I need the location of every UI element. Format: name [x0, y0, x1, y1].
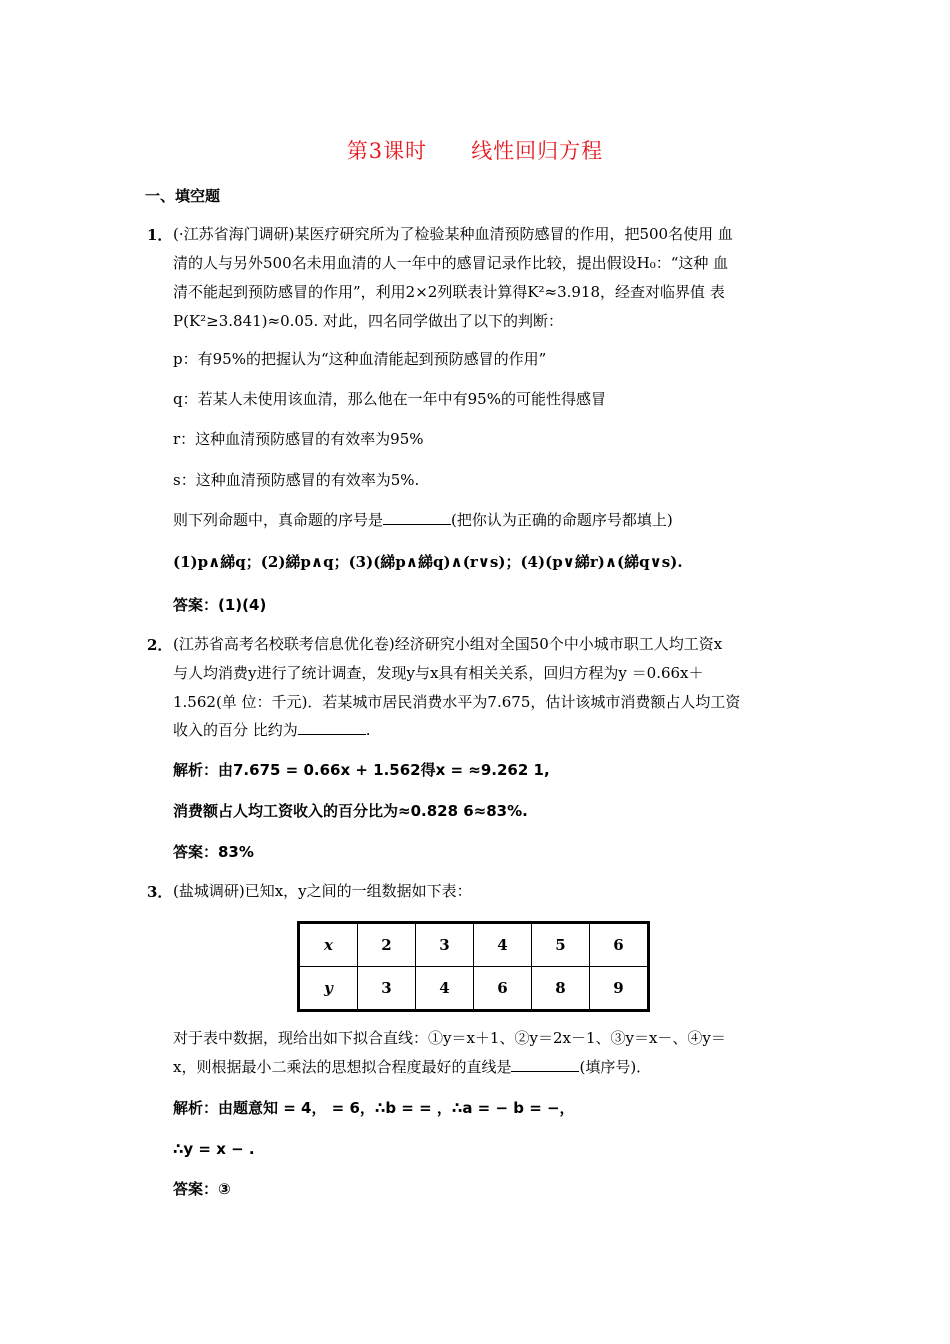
- q2-line-1: (江苏省高考名校联考信息优化卷)经济研究小组对全国50个中小城市职工人均工资x: [173, 635, 723, 653]
- q2-solution-1: 解析：由7.675 = 0.66x + 1.562得x = ≈9.262 1,: [173, 761, 550, 779]
- table-cell: 8: [532, 967, 590, 1011]
- q1-statement-s: s：这种血清预防感冒的有效率为5%.: [173, 471, 420, 489]
- q1-line-1: (·江苏省海门调研)某医疗研究所为了检验某种血清预防感冒的作用，把500名使用 血: [173, 225, 733, 243]
- q3-line-3-end: (填序号)．: [579, 1058, 652, 1076]
- q3-line-1: (盐城调研)已知x，y之间的一组数据如下表：: [173, 882, 472, 900]
- q1-question: [173, 510, 673, 530]
- q2-solution-2: 消费额占人均工资收入的百分比为≈0.828 6≈83%.: [173, 802, 528, 820]
- q1-question-hint: (把你认为正确的命题序号都填上): [451, 511, 673, 529]
- q1-question-text: 则下列命题中，真命题的序号是: [173, 511, 384, 529]
- q1-answer-blank: [383, 510, 451, 525]
- table-row: [299, 967, 649, 1011]
- q1-line-4: P(K²≥3.841)≈0.05. 对此，四名同学做出了以下的判断：: [173, 312, 564, 330]
- q3-solution-1: 解析：由题意知 = 4， = 6，∴b = = ，∴a = − b = −，: [173, 1099, 575, 1117]
- table-cell: 3: [358, 967, 416, 1011]
- q1-line-3: 清不能起到预防感冒的作用”，利用2×2列联表计算得K²≈3.918，经查对临界值 表: [173, 283, 725, 301]
- q2-line-4-text: 收入的百分 比约为: [173, 721, 298, 739]
- lesson-number: 第3课时: [346, 139, 428, 163]
- table-cell: 2: [358, 923, 416, 967]
- question-3-number: 3．: [147, 883, 173, 901]
- q1-statement-q: q：若某人未使用该血清，那么他在一年中有95%的可能性得感冒: [173, 390, 606, 408]
- q1-line-2: 清的人与另外500名未用血清的人一年中的感冒记录作比较，提出假设H₀：“这种 血: [173, 254, 729, 272]
- q2-answer-blank: [298, 720, 366, 735]
- q3-line-3-text: x，则根据最小二乘法的思想拟合程度最好的直线是: [173, 1058, 512, 1076]
- q2-line-2: 与人均消费y进行了统计调查，发现y与x具有相关关系，回归方程为y ＝0.66x＋: [173, 664, 704, 682]
- table-cell: 4: [416, 967, 474, 1011]
- table-cell: 6: [474, 967, 532, 1011]
- page-title: [0, 135, 950, 165]
- question-2-number: 2．: [147, 636, 173, 654]
- section-heading: 一、填空题: [145, 187, 221, 205]
- q1-statement-p: p：有95%的把握认为“这种血清能起到预防感冒的作用”: [173, 350, 547, 368]
- q2-line-4: [173, 720, 371, 740]
- q2-answer: 答案：83%: [173, 843, 254, 861]
- table-header-cell: y: [299, 967, 358, 1011]
- question-1-number: 1．: [147, 226, 173, 244]
- q2-line-3: 1.562(单 位：千元)．若某城市居民消费水平为7.675，估计该城市消费额占人均工资: [173, 693, 741, 711]
- data-table: [297, 921, 650, 1012]
- q1-statement-r: r：这种血清预防感冒的有效率为95%: [173, 430, 424, 448]
- table-cell: 5: [532, 923, 590, 967]
- table-cell: 9: [590, 967, 649, 1011]
- q3-line-2: 对于表中数据，现给出如下拟合直线：①y＝x＋1、②y＝2x－1、③y＝x－、④y＝: [173, 1029, 726, 1047]
- q1-options: (1)p∧綈q；(2)綈p∧q；(3)(綈p∧綈q)∧(r∨s)；(4)(p∨綈r)∧(綈q∨s).: [173, 553, 683, 571]
- q1-answer: 答案：(1)(4): [173, 596, 267, 614]
- q3-answer: 答案：③: [173, 1180, 231, 1198]
- table-cell: 6: [590, 923, 649, 967]
- table-cell: 3: [416, 923, 474, 967]
- table-row: [299, 923, 649, 967]
- table-header-cell: x: [299, 923, 358, 967]
- q3-solution-2: ∴y = x − .: [173, 1140, 255, 1158]
- q3-answer-blank: [511, 1057, 579, 1072]
- q3-line-3: [173, 1057, 651, 1077]
- q2-line-4-end: .: [365, 721, 371, 739]
- table-cell: 4: [474, 923, 532, 967]
- lesson-topic: 线性回归方程: [471, 139, 604, 163]
